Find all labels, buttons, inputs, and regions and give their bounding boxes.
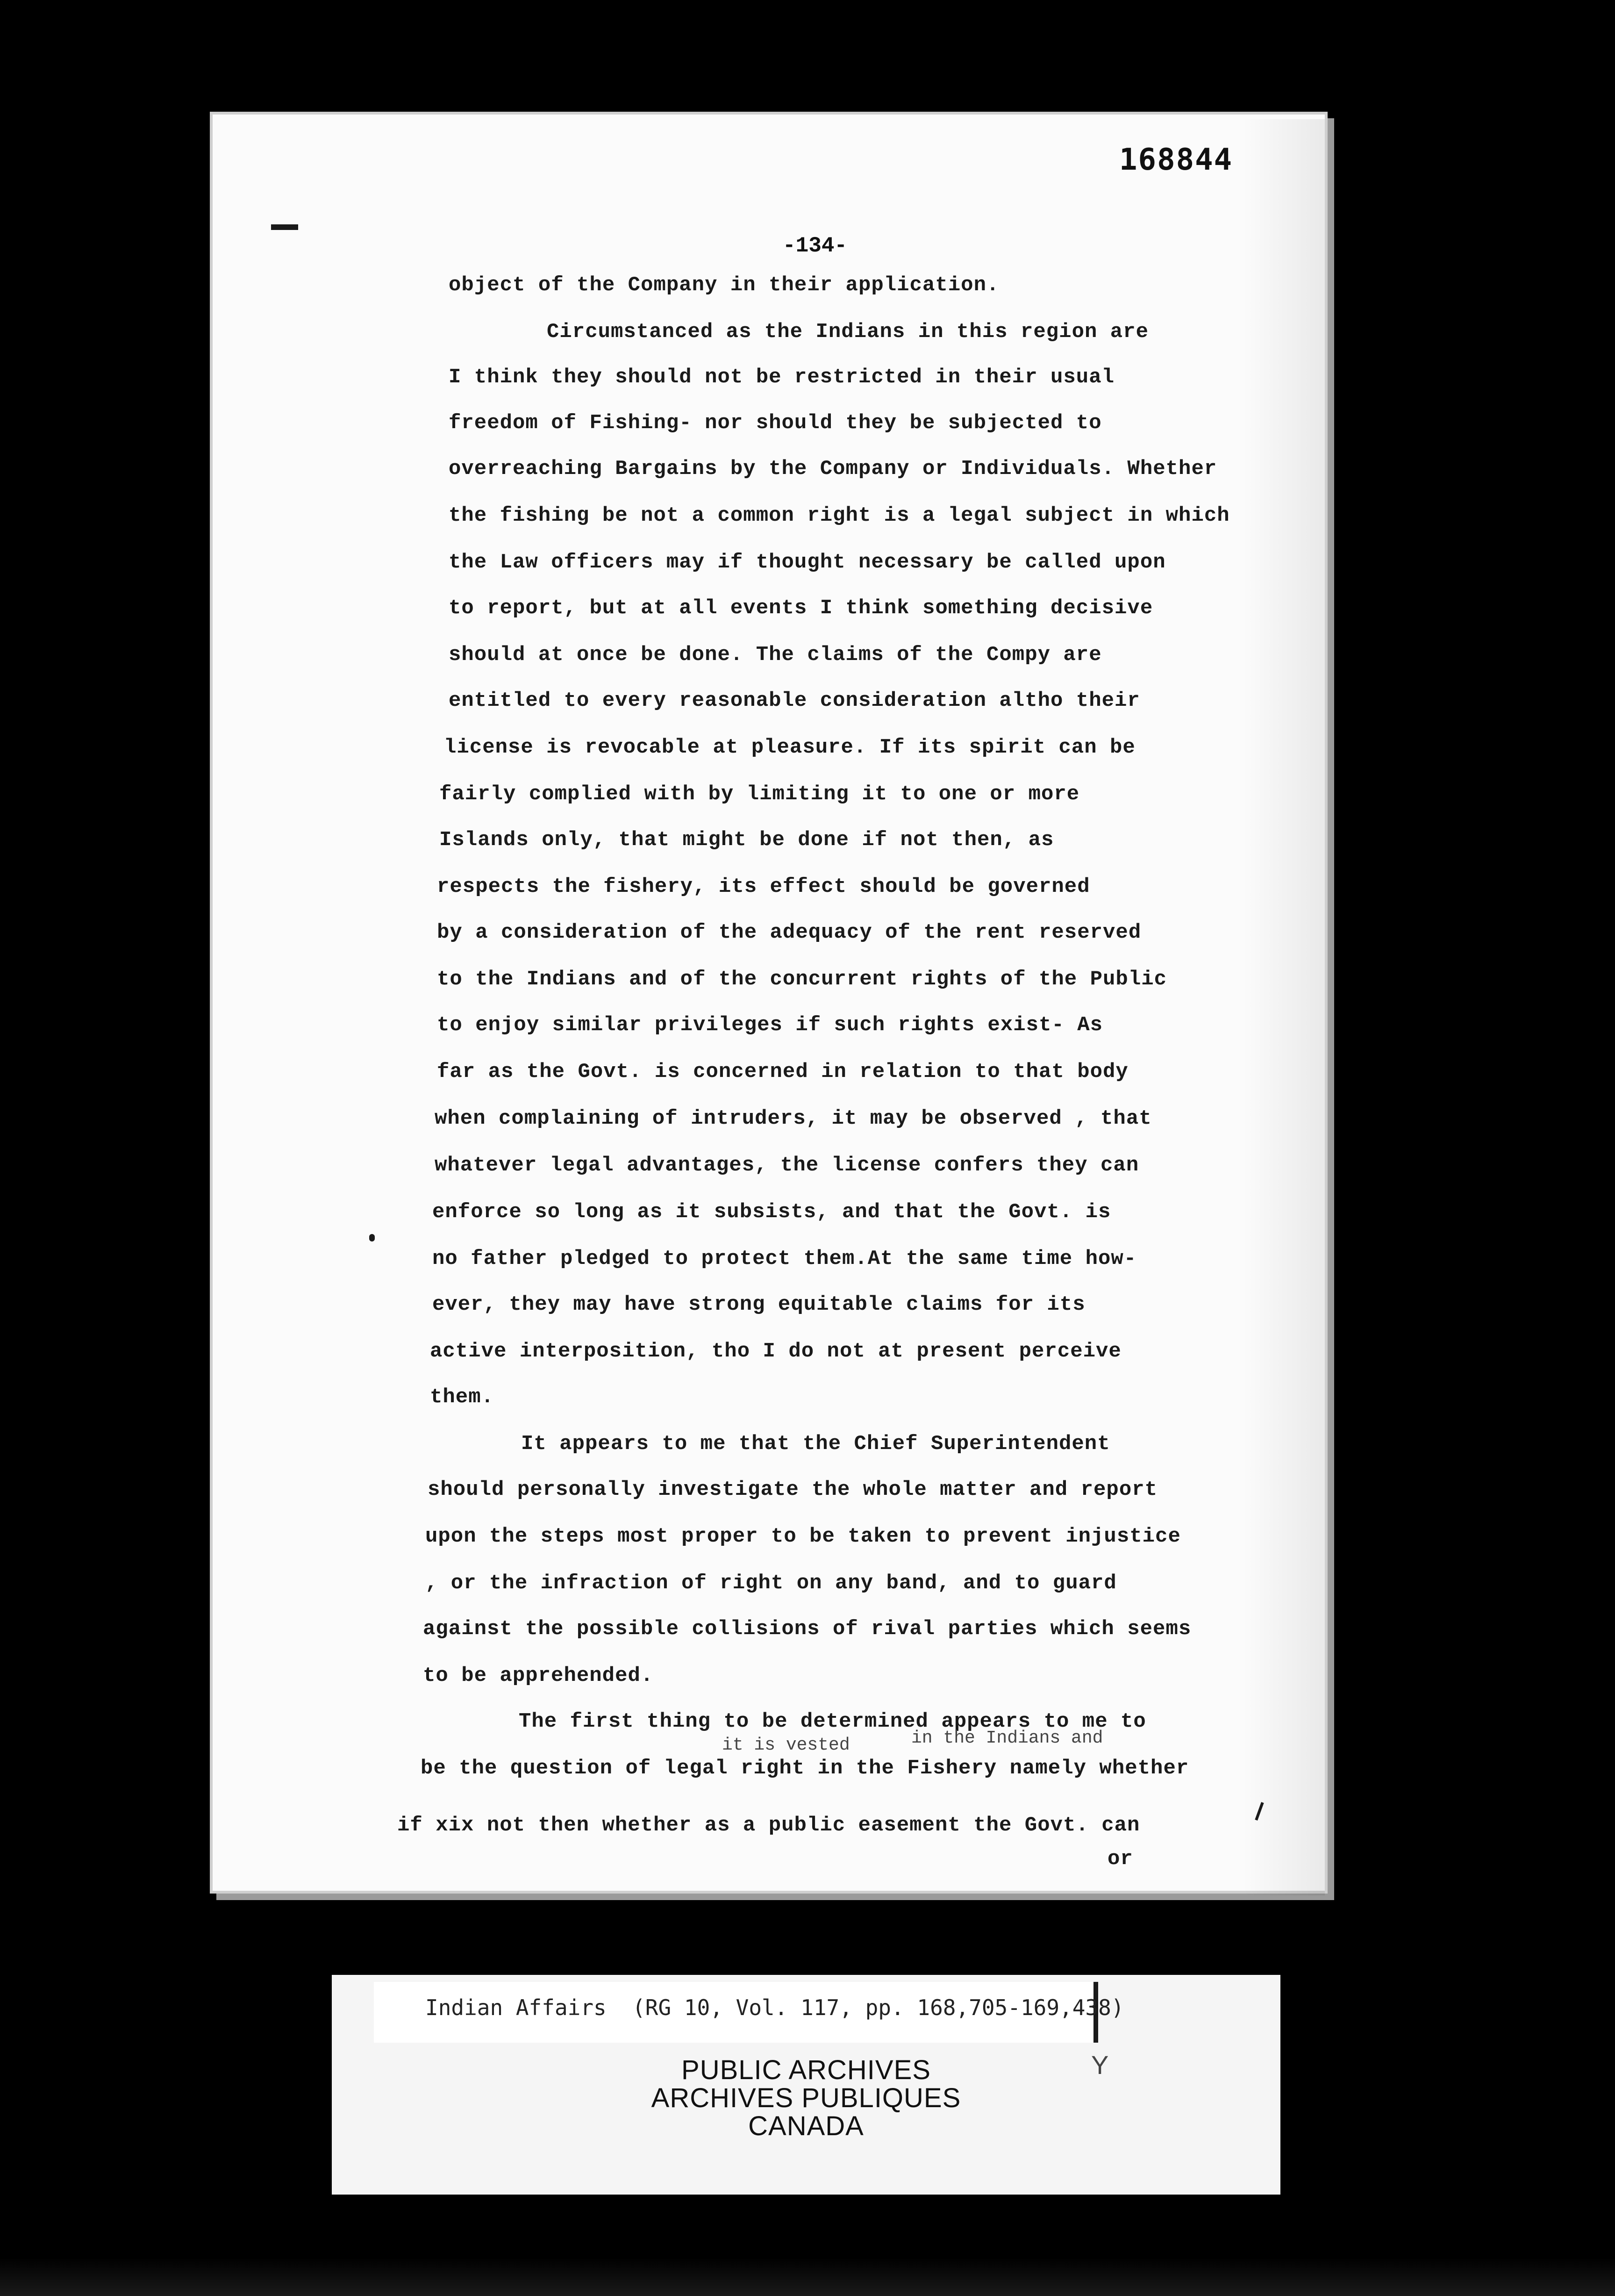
letter-line: to report, but at all events I think something decisive bbox=[449, 596, 1153, 620]
letter-line: whatever legal advantages, the license confers they can bbox=[435, 1154, 1139, 1177]
letter-line: should personally investigate the whole matter and report bbox=[428, 1478, 1158, 1501]
letter-line: far as the Govt. is concerned in relation to that body bbox=[437, 1060, 1129, 1083]
margin-dot-mark bbox=[369, 1234, 375, 1241]
letter-line: Islands only, that might be done if not then, as bbox=[439, 828, 1054, 852]
letter-line: The first thing to be determined appears to me to bbox=[519, 1710, 1146, 1733]
archive-reference: Indian Affairs (RG 10, Vol. 117, pp. 168,705-169,438) bbox=[425, 1995, 1124, 2020]
letter-line: enforce so long as it subsists, and that the Govt. is bbox=[432, 1200, 1111, 1224]
label-notch-mark: Y bbox=[1091, 2050, 1109, 2080]
letter-line: license is revocable at pleasure. If its spirit can be bbox=[444, 736, 1136, 759]
letter-line: ever, they may have strong equitable claims for its bbox=[432, 1293, 1086, 1316]
letter-line: upon the steps most proper to be taken to prevent injustice bbox=[425, 1525, 1181, 1548]
page-number: -134- bbox=[783, 234, 848, 258]
letter-line: no father pledged to protect them.At the same time how- bbox=[432, 1247, 1137, 1270]
letter-line: the fishing be not a common right is a legal subject in which bbox=[449, 504, 1230, 527]
archive-name-french: ARCHIVES PUBLIQUES bbox=[651, 2083, 961, 2113]
archive-country: CANADA bbox=[748, 2111, 864, 2141]
letter-line: object of the Company in their application. bbox=[449, 273, 1000, 297]
letter-line: when complaining of intruders, it may be observed , that bbox=[435, 1107, 1152, 1130]
letter-line: to enjoy similar privileges if such rights exist- As bbox=[437, 1013, 1103, 1037]
letter-line: active interposition, tho I do not at present perceive bbox=[430, 1340, 1122, 1363]
letter-line: to the Indians and of the concurrent rights of the Public bbox=[437, 968, 1167, 991]
letter-line: entitled to every reasonable consideration altho their bbox=[449, 689, 1140, 712]
letter-line: be the question of legal right in the Fishery namely whether bbox=[421, 1757, 1189, 1780]
letter-line: them. bbox=[430, 1385, 494, 1409]
letter-line: if xix not then whether as a public easement the Govt. can bbox=[397, 1814, 1140, 1837]
letter-line: , or the infraction of right on any band, and to guard bbox=[425, 1571, 1117, 1595]
film-edge bbox=[0, 2258, 1615, 2296]
letter-line: respects the fishery, its effect should be governed bbox=[437, 875, 1090, 898]
folio-number: 168844 bbox=[1119, 143, 1233, 177]
margin-dash-mark bbox=[271, 224, 298, 230]
letter-line: or bbox=[1108, 1847, 1133, 1871]
interlinear-note: it is vested bbox=[722, 1735, 850, 1755]
letter-line: overreaching Bargains by the Company or Individuals. Whether bbox=[449, 457, 1217, 481]
letter-line: the Law officers may if thought necessary be called upon bbox=[449, 551, 1166, 574]
letter-line: should at once be done. The claims of the Compy are bbox=[449, 643, 1102, 667]
letter-line: I think they should not be restricted in their usual bbox=[449, 366, 1115, 389]
letter-line: to be apprehended. bbox=[423, 1664, 654, 1687]
interlinear-note: in the Indians and bbox=[911, 1728, 1103, 1748]
letter-line: by a consideration of the adequacy of the rent reserved bbox=[437, 921, 1142, 944]
letter-line: against the possible collisions of rival parties which seems bbox=[423, 1617, 1192, 1641]
letter-line: Circumstanced as the Indians in this region are bbox=[547, 320, 1149, 344]
letter-line: freedom of Fishing- nor should they be subjected to bbox=[449, 411, 1102, 435]
letter-line: fairly complied with by limiting it to one or more bbox=[439, 782, 1080, 806]
letter-line: It appears to me that the Chief Superintendent bbox=[521, 1432, 1110, 1456]
archive-name-english: PUBLIC ARCHIVES bbox=[681, 2055, 931, 2085]
